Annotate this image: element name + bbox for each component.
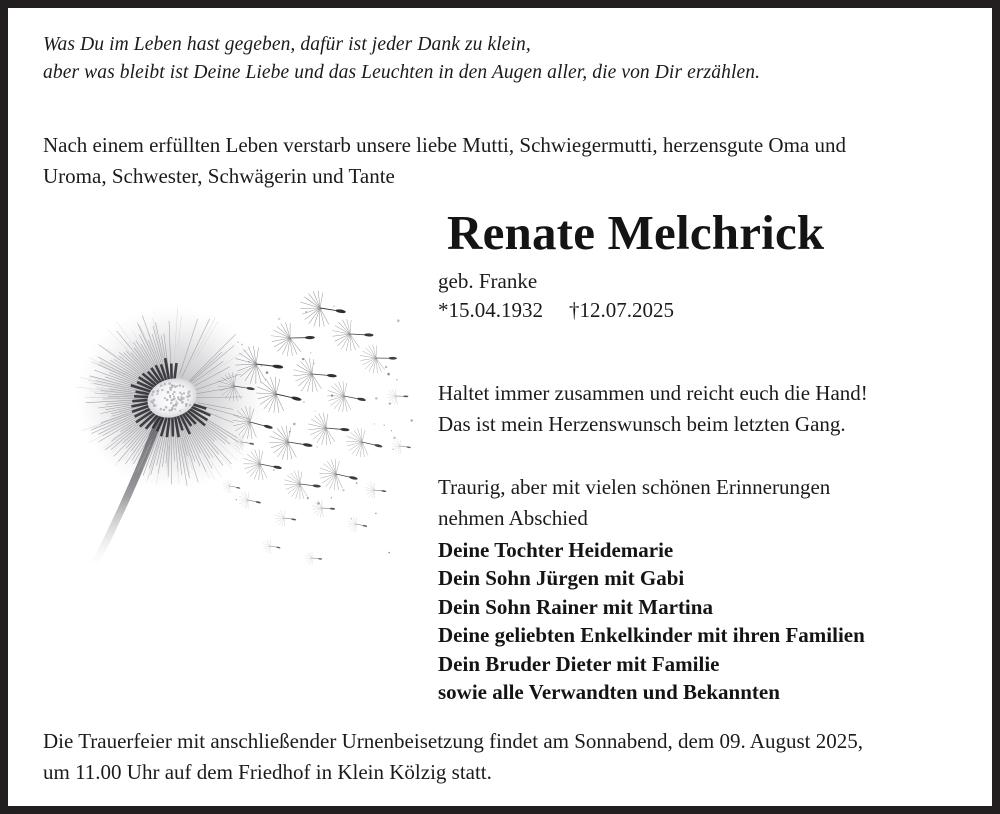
verse-line-1: Haltet immer zusammen und reicht euch die Hand! xyxy=(438,381,868,405)
funeral-details xyxy=(43,726,963,788)
farewell-line-2: nehmen Abschied xyxy=(438,506,588,530)
mourner-item: Dein Sohn Jürgen mit Gabi xyxy=(438,566,685,591)
life-dates xyxy=(438,296,978,325)
verse-line-2: Das ist mein Herzenswunsch beim letzten Gang. xyxy=(438,412,846,436)
funeral-line-2: um 11.00 Uhr auf dem Friedhof in Klein Kölzig statt. xyxy=(43,760,492,784)
mourners-list xyxy=(438,536,978,706)
mourner-item: Dein Sohn Rainer mit Martina xyxy=(438,594,713,619)
birth-date: *15.04.1932 xyxy=(438,298,543,322)
mourner-item: Deine geliebten Enkelkinder mit ihren Familien xyxy=(438,623,865,648)
epigraph xyxy=(43,31,943,87)
farewell-line-1: Traurig, aber mit vielen schönen Erinnerungen xyxy=(438,475,831,499)
notice-content xyxy=(8,8,992,806)
epigraph-line-1: Was Du im Leben hast gegeben, dafür ist jeder Dank zu klein, xyxy=(43,34,531,55)
funeral-line-1: Die Trauerfeier mit anschließender Urnenbeisetzung findet am Sonnabend, dem 09. August 2025, xyxy=(43,729,863,753)
memorial-verse xyxy=(438,378,978,440)
maiden-name: geb. Franke xyxy=(438,269,538,293)
mourner-item: Dein Bruder Dieter mit Familie xyxy=(438,651,720,676)
intro-paragraph xyxy=(43,130,943,192)
farewell-text xyxy=(438,472,978,534)
mourner-item: sowie alle Verwandten und Bekannten xyxy=(438,680,780,705)
intro-line-2: Uroma, Schwester, Schwägerin und Tante xyxy=(43,164,395,188)
mourner-item: Deine Tochter Heidemarie xyxy=(438,538,674,562)
dandelion-icon xyxy=(44,246,424,601)
deceased-name: Renate Melchrick xyxy=(447,205,825,260)
deceased-block xyxy=(438,204,978,325)
death-date: †12.07.2025 xyxy=(569,298,674,322)
intro-line-1: Nach einem erfüllten Leben verstarb unsere liebe Mutti, Schwiegermutti, herzensgute Oma und xyxy=(43,133,846,157)
epigraph-line-2: aber was bleibt ist Deine Liebe und das Leuchten in den Augen aller, die von Dir erzählen. xyxy=(43,62,761,83)
